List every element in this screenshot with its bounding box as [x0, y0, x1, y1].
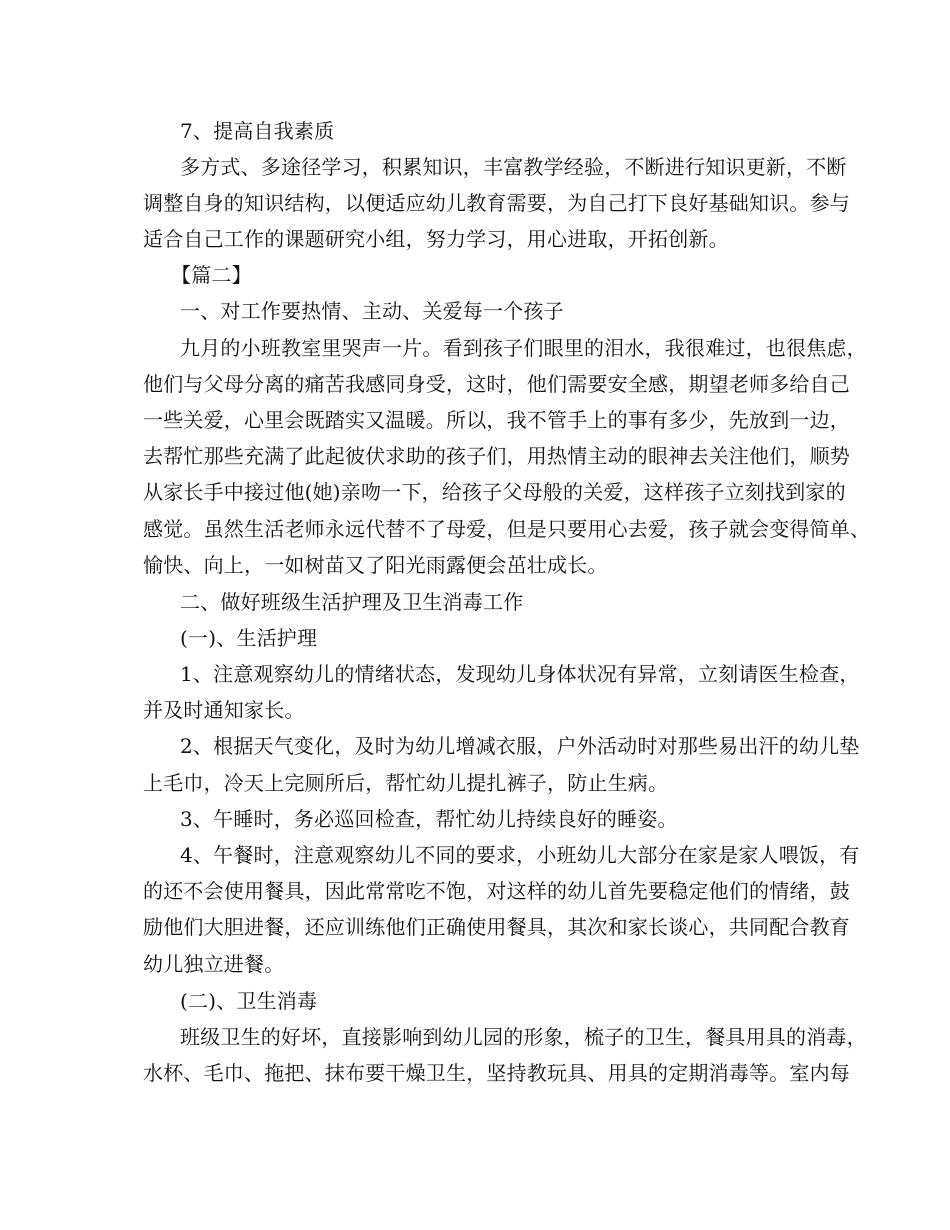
paragraph-line: 多方式、多途径学习，积累知识，丰富教学经验，不断进行知识更新，不断: [180, 155, 847, 179]
paragraph-line: 感觉。虽然生活老师永远代替不了母爱，但是只要用心去爱，孩子就会变得简单、: [143, 517, 871, 541]
subheading-hygiene: (二)、卫生消毒: [180, 989, 318, 1013]
paragraph-line: 调整自身的知识结构，以便适应幼儿教育需要，为自己打下良好基础知识。参与: [143, 191, 850, 215]
heading-7: 7、提高自我素质: [180, 119, 335, 143]
paragraph-line: 幼儿独立进餐。: [143, 952, 285, 976]
paragraph-line: 适合自己工作的课题研究小组，努力学习，用心进取，开拓创新。: [143, 227, 729, 251]
section-title-part2: 【篇二】: [171, 263, 252, 287]
list-item-4: 4、午餐时，注意观察幼儿不同的要求，小班幼儿大部分在家是家人喂饭，有: [180, 843, 860, 867]
subheading-life-care: (一)、生活护理: [180, 626, 318, 650]
paragraph-line: 班级卫生的好坏，直接影响到幼儿园的形象，梳子的卫生，餐具用具的消毒，: [180, 1025, 867, 1049]
paragraph-line: 愉快、向上，一如树苗又了阳光雨露便会茁壮成长。: [143, 553, 608, 577]
paragraph-line: 并及时通知家长。: [143, 698, 305, 722]
paragraph-line: 的还不会使用餐具，因此常常吃不饱，对这样的幼儿首先要稳定他们的情绪，鼓: [143, 879, 850, 903]
paragraph-line: 去帮忙那些充满了此起彼伏求助的孩子们，用热情主动的眼神去关注他们，顺势: [143, 444, 850, 468]
paragraph-line: 九月的小班教室里哭声一片。看到孩子们眼里的泪水，我很难过，也很焦虑，: [180, 336, 867, 360]
paragraph-line: 励他们大胆进餐，还应训练他们正确使用餐具，其次和家长谈心，共同配合教育: [143, 915, 850, 939]
list-item-3: 3、午睡时，务必巡回检查，帮忙幼儿持续良好的睡姿。: [180, 807, 678, 831]
paragraph-line: 他们与父母分离的痛苦我感同身受，这时，他们需要安全感，期望老师多给自己: [143, 372, 850, 396]
list-item-1: 1、注意观察幼儿的情绪状态，发现幼儿身体状况有异常，立刻请医生检查，: [180, 662, 860, 686]
heading-1: 一、对工作要热情、主动、关爱每一个孩子: [180, 299, 564, 323]
paragraph-line: 水杯、毛巾、拖把、抹布要干燥卫生，坚持教玩具、用具的定期消毒等。室内每: [143, 1061, 850, 1085]
list-item-2: 2、根据天气变化，及时为幼儿增减衣服，户外活动时对那些易出汗的幼儿垫: [180, 734, 860, 758]
paragraph-line: 一些关爱，心里会既踏实又温暖。所以，我不管手上的事有多少，先放到一边，: [143, 408, 850, 432]
heading-2: 二、做好班级生活护理及卫生消毒工作: [180, 590, 524, 614]
paragraph-line: 从家长手中接过他(她)亲吻一下，给孩子父母般的关爱，这样孩子立刻找到家的: [143, 480, 846, 504]
paragraph-line: 上毛巾，冷天上完厕所后，帮忙幼儿提扎裤子，防止生病。: [143, 771, 669, 795]
